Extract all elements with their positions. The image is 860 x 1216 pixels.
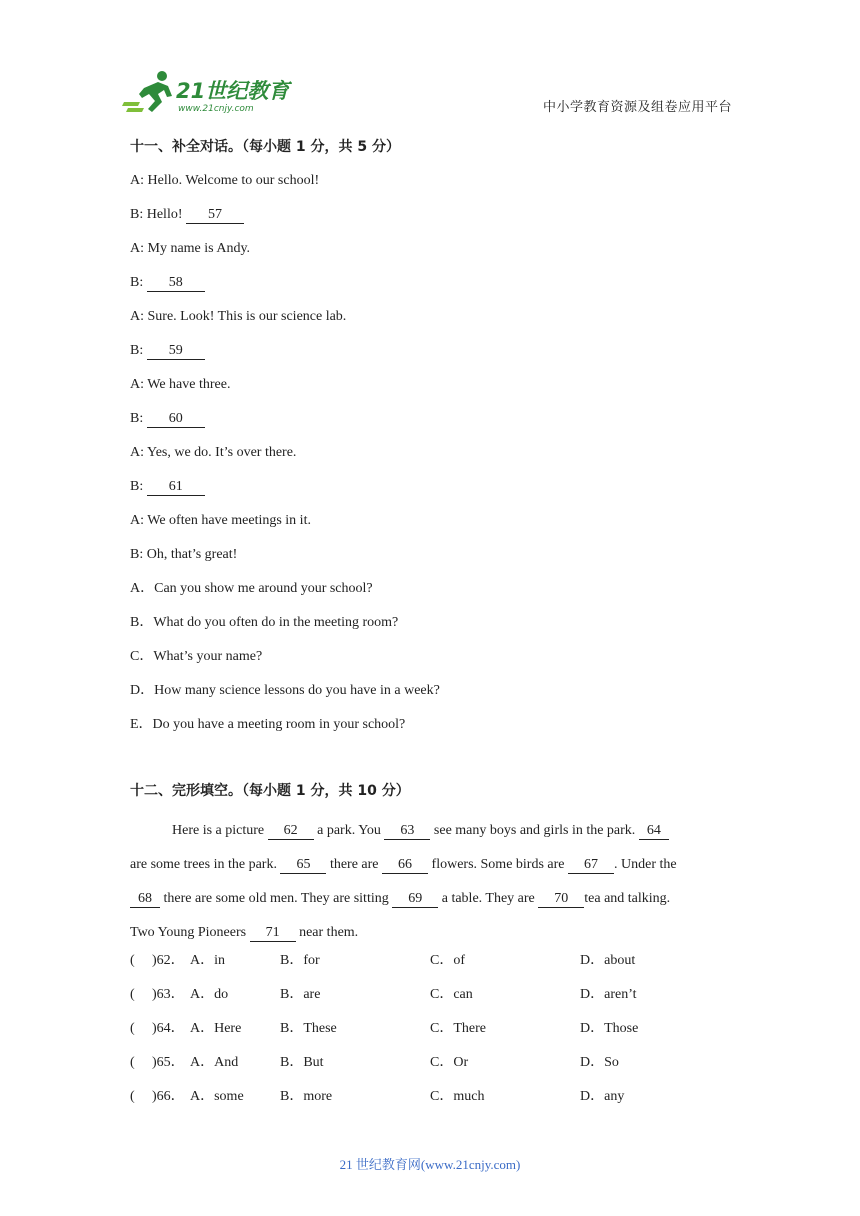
dialogue-line: A: Yes, we do. It’s over there. bbox=[130, 445, 297, 460]
dialogue-line: B: 59 bbox=[130, 340, 732, 374]
question-66: ( )66． A．some B．more C．much D．any bbox=[130, 1086, 732, 1120]
page-footer[interactable]: 21 世纪教育网(www.21cnjy.com) bbox=[339, 1157, 521, 1172]
blank-58[interactable]: 58 bbox=[147, 275, 205, 292]
option-d: D．How many science lessons do you have in a week? bbox=[130, 683, 440, 698]
dialogue-line: A: My name is Andy. bbox=[130, 241, 251, 256]
choice-c[interactable]: C．much bbox=[430, 1089, 485, 1104]
blank-57[interactable]: 57 bbox=[186, 207, 244, 224]
section-12-title: 十二、完形填空。（每小题 1 分，共 10 分） bbox=[130, 783, 410, 799]
blank-71[interactable]: 71 bbox=[250, 925, 296, 942]
logo-title: 21世纪教育 bbox=[176, 79, 290, 103]
blank-67[interactable]: 67 bbox=[568, 857, 614, 874]
choice-a[interactable]: A．in bbox=[190, 953, 225, 968]
blank-59[interactable]: 59 bbox=[147, 343, 205, 360]
cloze-passage: Here is a picture 62 a park. You 63 see many boys and girls in the park. 64 are some trees in the park. 65 there are 66 flowers. Some birds are 67 . Under the 68 there are some old men. They are sitting 69 a table. They are 70 tea and talking. Two Young Pioneers 71 near them. bbox=[130, 823, 677, 940]
dialogue-line: A: Sure. Look! This is our science lab. bbox=[130, 309, 347, 324]
dialogue-line: B: Oh, that’s great! bbox=[130, 547, 238, 562]
choice-b[interactable]: B．These bbox=[280, 1021, 337, 1036]
section-11-title: 十一、补全对话。（每小题 1 分，共 5 分） bbox=[130, 139, 400, 155]
blank-60[interactable]: 60 bbox=[147, 411, 205, 428]
choice-c[interactable]: C．There bbox=[430, 1021, 486, 1036]
question-65: ( )65． A．And B．But C．Or D．So bbox=[130, 1052, 732, 1086]
choice-a[interactable]: A．some bbox=[190, 1089, 244, 1104]
choice-a[interactable]: A．do bbox=[190, 987, 229, 1002]
choice-b[interactable]: B．But bbox=[280, 1055, 324, 1070]
blank-68[interactable]: 68 bbox=[130, 891, 160, 908]
dialogue-line: B: Hello! 57 bbox=[130, 204, 732, 238]
blank-70[interactable]: 70 bbox=[538, 891, 584, 908]
question-63: ( )63． A．do B．are C．can D．aren’t bbox=[130, 984, 732, 1018]
choice-a[interactable]: A．And bbox=[190, 1055, 239, 1070]
blank-66[interactable]: 66 bbox=[382, 857, 428, 874]
choice-b[interactable]: B．are bbox=[280, 987, 321, 1002]
blank-63[interactable]: 63 bbox=[384, 823, 430, 840]
page-header bbox=[122, 68, 732, 118]
dialogue-line: B: 58 bbox=[130, 272, 732, 306]
choice-d[interactable]: D．Those bbox=[580, 1021, 639, 1036]
document-content bbox=[130, 136, 732, 1120]
logo bbox=[122, 68, 292, 116]
option-e: E．Do you have a meeting room in your school? bbox=[130, 717, 406, 732]
header-platform-text: 中小学教育资源及组卷应用平台 bbox=[542, 100, 732, 115]
choice-c[interactable]: C．Or bbox=[430, 1055, 469, 1070]
choice-d[interactable]: D．So bbox=[580, 1055, 619, 1070]
choice-a[interactable]: A．Here bbox=[190, 1021, 242, 1036]
dialogue-line: A: We have three. bbox=[130, 377, 231, 392]
blank-64[interactable]: 64 bbox=[639, 823, 669, 840]
choice-b[interactable]: B．for bbox=[280, 953, 320, 968]
option-b: B．What do you often do in the meeting room? bbox=[130, 615, 399, 630]
dialogue-line: A: We often have meetings in it. bbox=[130, 513, 311, 528]
dialogue-line: B: 61 bbox=[130, 476, 732, 510]
choice-c[interactable]: C．can bbox=[430, 987, 473, 1002]
runner-icon bbox=[122, 71, 172, 112]
blank-61[interactable]: 61 bbox=[147, 479, 205, 496]
choice-d[interactable]: D．aren’t bbox=[580, 987, 637, 1002]
choice-c[interactable]: C．of bbox=[430, 953, 465, 968]
option-c: C．What’s your name? bbox=[130, 649, 263, 664]
blank-69[interactable]: 69 bbox=[392, 891, 438, 908]
choice-d[interactable]: D．about bbox=[580, 953, 636, 968]
question-64: ( )64． A．Here B．These C．There D．Those bbox=[130, 1018, 732, 1052]
dialogue-line: A: Hello. Welcome to our school! bbox=[130, 173, 320, 188]
dialogue-line: B: 60 bbox=[130, 408, 732, 442]
choice-b[interactable]: B．more bbox=[280, 1089, 333, 1104]
question-62: ( )62． A．in B．for C．of D．about bbox=[130, 950, 732, 984]
blank-62[interactable]: 62 bbox=[268, 823, 314, 840]
blank-65[interactable]: 65 bbox=[280, 857, 326, 874]
logo-url: www.21cnjy.com bbox=[178, 104, 254, 114]
choice-d[interactable]: D．any bbox=[580, 1089, 625, 1104]
option-a: A．Can you show me around your school? bbox=[130, 581, 373, 596]
